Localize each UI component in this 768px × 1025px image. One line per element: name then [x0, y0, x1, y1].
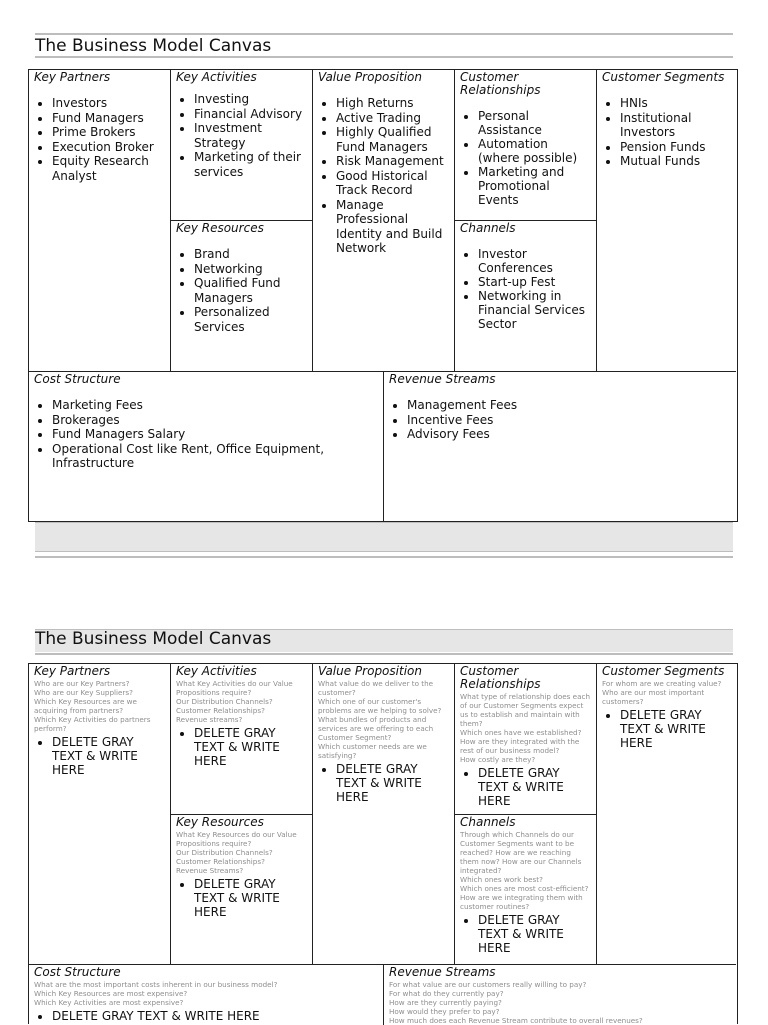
list-item: • Fund Managers	[52, 111, 165, 126]
tpl-cost-structure-list	[34, 1009, 378, 1023]
placeholder-item[interactable]: • DELETE GRAY TEXT & WRITE HERE	[478, 913, 591, 955]
title-rule-bottom	[35, 56, 733, 58]
business-model-canvas-template	[28, 663, 738, 1024]
tpl-customer-segments-heading: Customer Segments	[602, 664, 725, 678]
tpl-channels-hints	[460, 830, 591, 911]
channels-heading: Channels	[460, 221, 516, 235]
channels-block	[455, 221, 597, 372]
customer-segments-list	[602, 96, 731, 169]
list-item: • Incentive Fees	[407, 413, 731, 428]
hint-text: What type of relationship does each of our Customer Segments expect us to establish and maintain with them?	[460, 692, 590, 728]
hint-text: Which ones are most cost-efficient?	[460, 884, 589, 893]
list-item: • Institutional Investors	[620, 111, 731, 140]
hint-text: How would they prefer to pay?	[389, 1007, 500, 1016]
list-item: • Qualified Fund Managers	[194, 276, 307, 305]
tpl-value-proposition-block	[313, 664, 455, 965]
cost-structure-list	[34, 398, 378, 471]
tpl-customer-relationships-block	[455, 664, 597, 815]
tpl-key-partners-hints	[34, 679, 165, 733]
hint-text: What Key Activities do our Value Propositions require?	[176, 679, 293, 697]
list-item: • HNIs	[620, 96, 731, 111]
list-item: • Operational Cost like Rent, Office Equipment, Infrastructure	[52, 442, 378, 471]
tpl-key-activities-list	[176, 726, 307, 768]
customer-relationships-heading: Customer Relationships	[460, 70, 541, 97]
customer-segments-block	[597, 70, 736, 372]
tpl-customer-segments-block	[597, 664, 736, 965]
tpl-customer-relationships-list	[460, 766, 591, 808]
tpl-key-activities-hints	[176, 679, 307, 724]
placeholder-item[interactable]: • DELETE GRAY TEXT & WRITE HERE	[52, 735, 165, 777]
tpl-value-proposition-list	[318, 762, 449, 804]
tpl-key-activities-block	[171, 664, 313, 815]
tpl-cost-structure-heading: Cost Structure	[34, 965, 121, 979]
revenue-streams-block	[384, 372, 736, 521]
value-proposition-list	[318, 96, 449, 256]
list-item: • Investor Conferences	[478, 247, 591, 275]
list-item: • Financial Advisory	[194, 107, 307, 122]
list-item: • Investing	[194, 92, 307, 107]
list-item: • Active Trading	[336, 111, 449, 126]
list-item: • Fund Managers Salary	[52, 427, 378, 442]
tpl-revenue-streams-hints	[389, 980, 731, 1025]
page-title: The Business Model Canvas	[35, 36, 272, 56]
hint-text: Who are our most important customers?	[602, 688, 705, 706]
hint-text: For what do they currently pay?	[389, 989, 504, 998]
list-item: • Mutual Funds	[620, 154, 731, 169]
hint-text: Which Key Activities do partners perform?	[34, 715, 151, 733]
hint-text: Customer Relationships?	[176, 857, 265, 866]
key-activities-block	[171, 70, 313, 221]
placeholder-item[interactable]: • DELETE GRAY TEXT & WRITE HERE	[336, 762, 449, 804]
key-resources-block	[171, 221, 313, 372]
list-item: • Manage Professional Identity and Build Network	[336, 198, 449, 256]
hint-text: Who are our Key Suppliers?	[34, 688, 133, 697]
cost-structure-block	[29, 372, 384, 521]
list-item: • Automation (where possible)	[478, 137, 591, 165]
tpl-customer-relationships-heading: Customer Relationships	[460, 664, 541, 691]
hint-text: Revenue Streams?	[176, 866, 244, 875]
list-item: • Networking in Financial Services Sector	[478, 289, 591, 331]
list-item: • Highly Qualified Fund Managers	[336, 125, 449, 154]
tpl-customer-segments-hints	[602, 679, 731, 706]
customer-relationships-block	[455, 70, 597, 221]
tpl-cost-structure-hints	[34, 980, 378, 1007]
hint-text: What value do we deliver to the customer?	[318, 679, 434, 697]
hint-text: How are they integrated with the rest of our business model?	[460, 737, 580, 755]
value-proposition-block	[313, 70, 455, 372]
hint-text: What Key Resources do our Value Propositions require?	[176, 830, 297, 848]
template-page-title: The Business Model Canvas	[35, 629, 272, 649]
hint-text: For whom are we creating value?	[602, 679, 722, 688]
list-item: • Start-up Fest	[478, 275, 591, 289]
tpl-revenue-streams-block	[384, 965, 736, 1025]
hint-text: Our Distribution Channels?	[176, 697, 273, 706]
list-item: • Personalized Services	[194, 305, 307, 334]
hint-text: Which one of our customer's problems are we helping to solve?	[318, 697, 442, 715]
list-item: • Marketing of their services	[194, 150, 307, 179]
hint-text: Which Key Activities are most expensive?	[34, 998, 184, 1007]
tpl-cost-structure-block	[29, 965, 384, 1025]
footer-band	[35, 522, 733, 552]
tpl-value-proposition-heading: Value Proposition	[318, 664, 422, 678]
key-resources-list	[176, 247, 307, 334]
tpl-key-partners-block	[29, 664, 171, 965]
hint-text: Through which Channels do our Customer Segments want to be reached? How are we reaching them now? How are our Channels integrated?	[460, 830, 582, 875]
list-item: • Risk Management	[336, 154, 449, 169]
hint-text: How are we integrating them with customer routines?	[460, 893, 583, 911]
list-item: • Networking	[194, 262, 307, 277]
tpl-key-partners-list	[34, 735, 165, 777]
hint-text: Which ones have we established?	[460, 728, 582, 737]
key-partners-block	[29, 70, 171, 372]
list-item: • High Returns	[336, 96, 449, 111]
list-item: • Good Historical Track Record	[336, 169, 449, 198]
list-item: • Brokerages	[52, 413, 378, 428]
placeholder-item[interactable]: • DELETE GRAY TEXT & WRITE HERE	[194, 877, 307, 919]
key-resources-heading: Key Resources	[176, 221, 264, 235]
hint-text: Our Distribution Channels?	[176, 848, 273, 857]
list-item: • Personal Assistance	[478, 109, 591, 137]
hint-text: How much does each Revenue Stream contribute to overall revenues?	[389, 1016, 643, 1025]
cost-structure-heading: Cost Structure	[34, 372, 121, 386]
tpl-customer-relationships-hints	[460, 692, 591, 764]
tpl-key-resources-list	[176, 877, 307, 919]
list-item: • Investors	[52, 96, 165, 111]
list-item: • Advisory Fees	[407, 427, 731, 442]
tpl-channels-list	[460, 913, 591, 955]
hint-text: For what value are our customers really willing to pay?	[389, 980, 587, 989]
list-item: • Pension Funds	[620, 140, 731, 155]
hint-text: Which Key Resources are we acquiring from partners?	[34, 697, 137, 715]
placeholder-item[interactable]: • DELETE GRAY TEXT & WRITE HERE	[52, 1009, 378, 1023]
hint-text: How are they currently paying?	[389, 998, 502, 1007]
key-activities-heading: Key Activities	[176, 70, 257, 84]
tpl-channels-block	[455, 815, 597, 965]
list-item: • Equity Research Analyst	[52, 154, 165, 183]
placeholder-item[interactable]: • DELETE GRAY TEXT & WRITE HERE	[478, 766, 591, 808]
customer-relationships-list	[460, 109, 591, 207]
hint-text: What bundles of products and services are we offering to each Customer Segment?	[318, 715, 434, 742]
hint-text: Which ones work best?	[460, 875, 543, 884]
key-activities-list	[176, 92, 307, 179]
hint-text: Revenue streams?	[176, 715, 243, 724]
hint-text: Which customer needs are we satisfying?	[318, 742, 427, 760]
tpl-key-resources-heading: Key Resources	[176, 815, 264, 829]
tpl-key-resources-hints	[176, 830, 307, 875]
tpl-channels-heading: Channels	[460, 815, 516, 829]
title-rule-bottom-2	[35, 653, 733, 655]
tpl-key-partners-heading: Key Partners	[34, 664, 111, 678]
footer-rule	[35, 556, 733, 558]
list-item: • Execution Broker	[52, 140, 165, 155]
channels-list	[460, 247, 591, 331]
list-item: • Investment Strategy	[194, 121, 307, 150]
hint-text: Which Key Resources are most expensive?	[34, 989, 188, 998]
tpl-key-activities-heading: Key Activities	[176, 664, 257, 678]
revenue-streams-heading: Revenue Streams	[389, 372, 496, 386]
hint-text: How costly are they?	[460, 755, 536, 764]
list-item: • Management Fees	[407, 398, 731, 413]
tpl-key-resources-block	[171, 815, 313, 965]
list-item: • Prime Brokers	[52, 125, 165, 140]
placeholder-item[interactable]: • DELETE GRAY TEXT & WRITE HERE	[620, 708, 731, 750]
tpl-customer-segments-list	[602, 708, 731, 750]
customer-segments-heading: Customer Segments	[602, 70, 725, 84]
key-partners-list	[34, 96, 165, 183]
list-item: • Marketing and Promotional Events	[478, 165, 591, 207]
hint-text: What are the most important costs inherent in our business model?	[34, 980, 278, 989]
hint-text: Who are our Key Partners?	[34, 679, 130, 688]
tpl-revenue-streams-heading: Revenue Streams	[389, 965, 496, 979]
value-proposition-heading: Value Proposition	[318, 70, 422, 84]
business-model-canvas-filled	[28, 69, 738, 522]
revenue-streams-list	[389, 398, 731, 442]
title-rule-top	[35, 33, 733, 35]
tpl-value-proposition-hints	[318, 679, 449, 760]
list-item: • Marketing Fees	[52, 398, 378, 413]
key-partners-heading: Key Partners	[34, 70, 111, 84]
hint-text: Customer Relationships?	[176, 706, 265, 715]
list-item: • Brand	[194, 247, 307, 262]
placeholder-item[interactable]: • DELETE GRAY TEXT & WRITE HERE	[194, 726, 307, 768]
